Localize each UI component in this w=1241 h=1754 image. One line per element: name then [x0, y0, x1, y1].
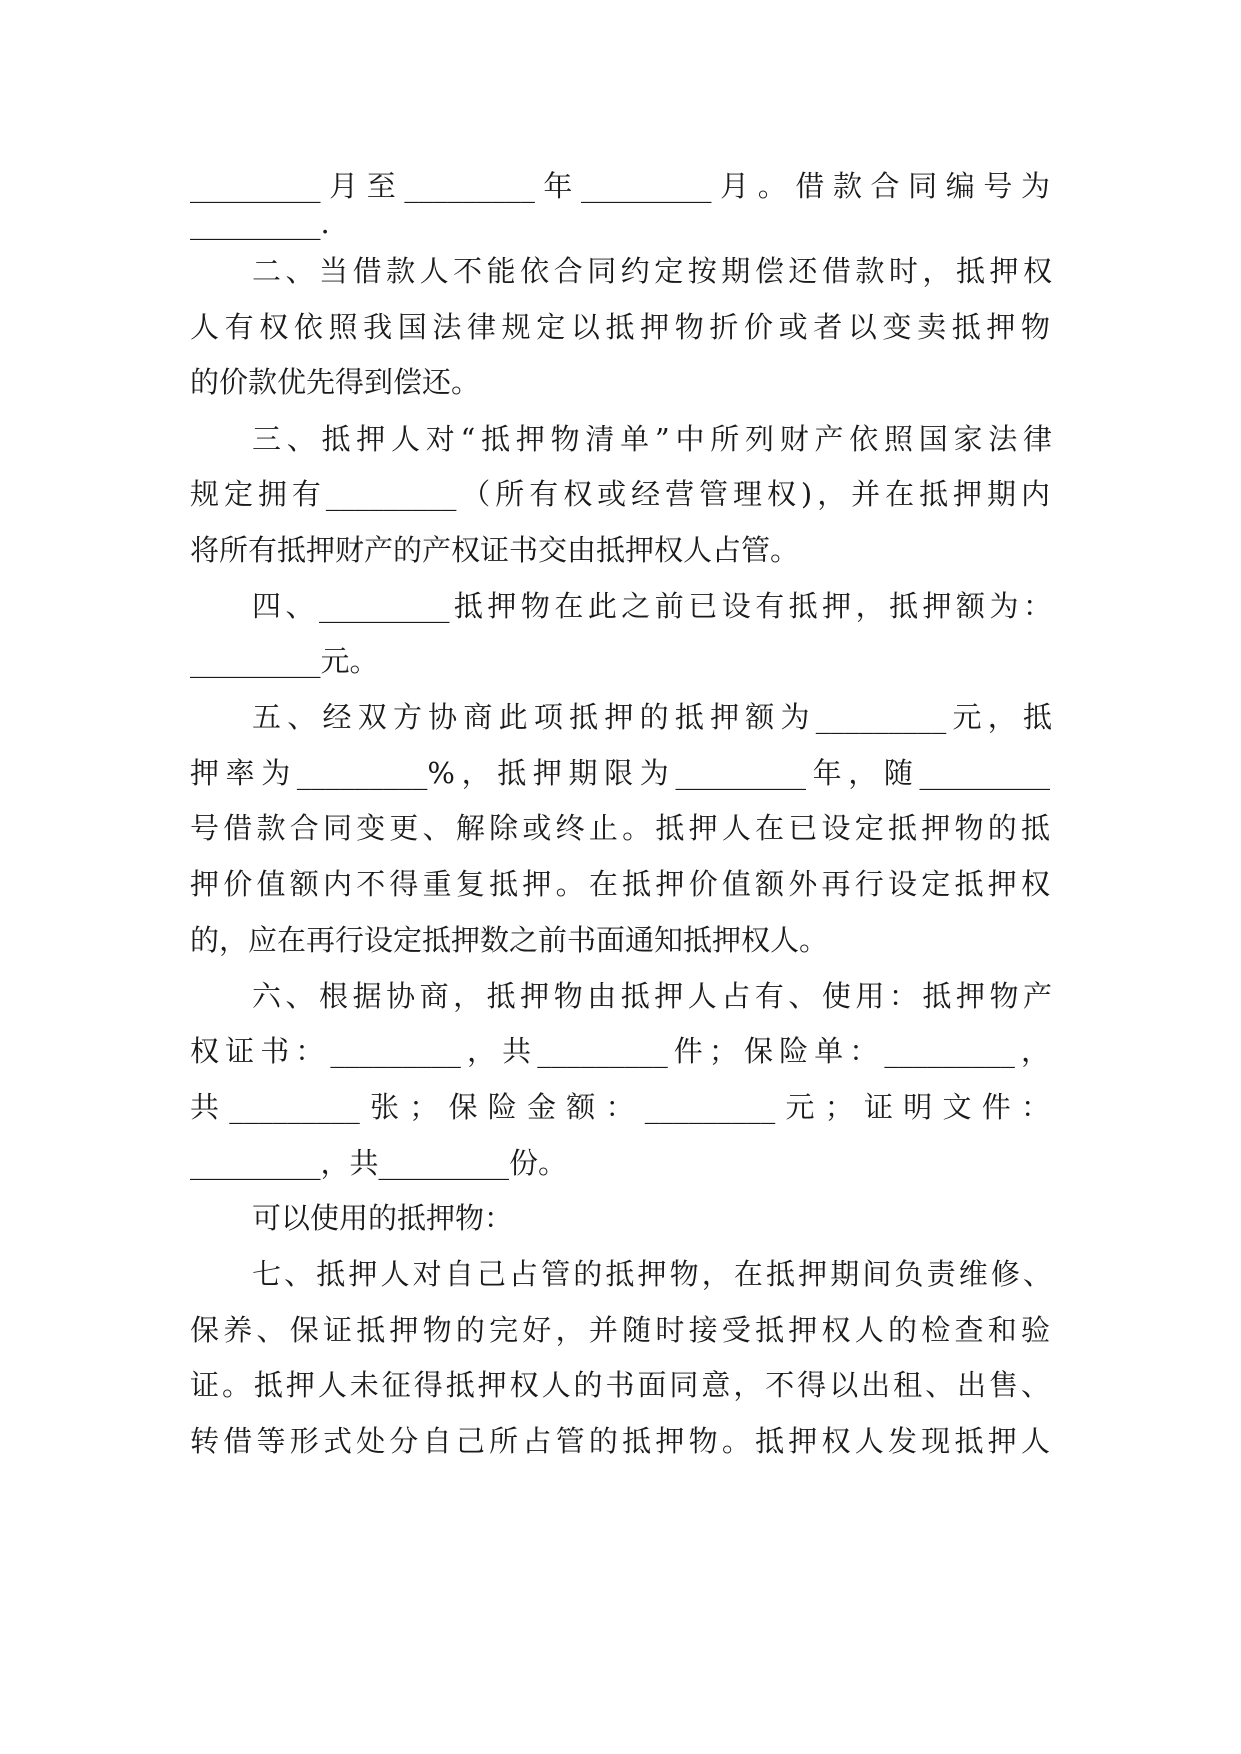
paragraph-2-line: 二、当借款人不能依合同约定按期偿还借款时，抵押权: [252, 254, 1052, 288]
text-line: 共_________张；保险金额：_________元；证明文件：: [190, 1090, 1050, 1124]
text-line: 押率为_________%，抵押期限为_________年，随_________: [190, 756, 1050, 790]
text-line: _________元。: [190, 644, 379, 678]
text-line: _________，共_________份。: [190, 1146, 568, 1180]
text-line: 证。抵押人未征得抵押权人的书面同意，不得以出租、出售、: [190, 1368, 1050, 1402]
paragraph-6-line: 六、根据协商，抵押物由抵押人占有、使用：抵押物产: [252, 979, 1052, 1013]
text-line: 押价值额内不得重复抵押。在抵押价值额外再行设定抵押权: [190, 867, 1050, 901]
text-line: 权证书：_________，共_________件；保险单：_________，: [190, 1034, 1050, 1068]
text-line: 转借等形式处分自己所占管的抵押物。抵押权人发现抵押人: [190, 1424, 1050, 1458]
paragraph-4-line: 四、_________抵押物在此之前已设有抵押，抵押额为：: [252, 589, 1052, 623]
text-line: _________月至_________年_________月。借款合同编号为: [190, 169, 1050, 203]
text-line: 的价款优先得到偿还。: [190, 365, 481, 399]
text-line: 规定拥有_________（所有权或经营管理权)，并在抵押期内: [190, 477, 1050, 511]
text-line: 将所有抵押财产的产权证书交由抵押权人占管。: [190, 533, 800, 567]
text-line: 保养、保证抵押物的完好，并随时接受抵押权人的检查和验: [190, 1313, 1050, 1347]
text-line: 的，应在再行设定抵押数之前书面通知抵押权人。: [190, 923, 829, 957]
text-line: 人有权依照我国法律规定以抵押物折价或者以变卖抵押物: [190, 310, 1050, 344]
paragraph-7-line: 七、抵押人对自己占管的抵押物，在抵押期间负责维修、: [252, 1257, 1052, 1291]
text-line: 号借款合同变更、解除或终止。抵押人在已设定抵押物的抵: [190, 811, 1050, 845]
text-line: _________.: [190, 206, 330, 240]
paragraph-5-line: 五、经双方协商此项抵押的抵押额为_________元，抵: [252, 700, 1052, 734]
paragraph-line: 可以使用的抵押物：: [252, 1201, 514, 1235]
paragraph-3-line: 三、抵押人对“抵押物清单”中所列财产依照国家法律: [252, 422, 1052, 456]
